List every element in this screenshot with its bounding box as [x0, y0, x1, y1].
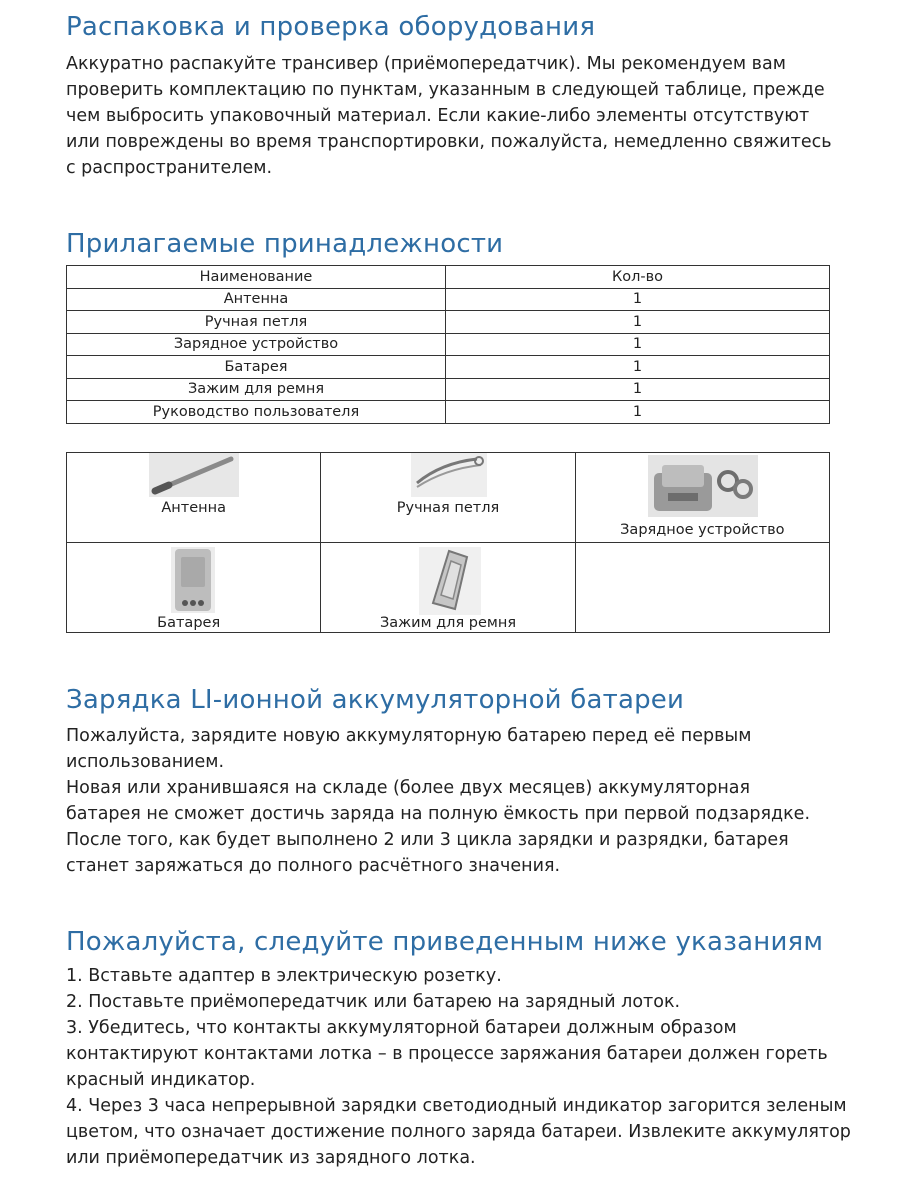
table-row	[67, 333, 830, 356]
list-item: 1. Вставьте адаптер в электрическую розетку.	[66, 966, 502, 986]
item-qty: 1	[446, 356, 830, 379]
item-qty: 1	[446, 333, 830, 356]
charging-paragraph	[66, 723, 826, 879]
table-row	[67, 401, 830, 424]
section-title-accessories: Прилагаемые принадлежности	[66, 229, 504, 259]
table-header-row	[67, 266, 830, 289]
table-row	[67, 378, 830, 401]
picture-caption: Батарея	[157, 615, 221, 631]
section-title-instructions: Пожалуйста, следуйте приведенным ниже указаниям	[66, 927, 824, 957]
item-name: Зажим для ремня	[67, 378, 446, 401]
picture-caption: Зажим для ремня	[379, 615, 517, 631]
item-qty: 1	[446, 378, 830, 401]
table-row	[67, 288, 830, 311]
item-name: Антенна	[67, 288, 446, 311]
picture-caption: Ручная петля	[396, 500, 500, 516]
table-row	[67, 311, 830, 334]
accessories-table	[66, 265, 830, 424]
item-qty: 1	[446, 401, 830, 424]
section-title-unpacking: Распаковка и проверка оборудования	[66, 12, 596, 42]
instruction-steps	[66, 963, 856, 1171]
item-name: Зарядное устройство	[67, 333, 446, 356]
item-name: Руководство пользователя	[67, 401, 446, 424]
picture-cell-antenna	[67, 453, 321, 543]
list-item: 3. Убедитесь, что контакты аккумуляторной батареи должным образом контактируют контактами лотка – в процессе заряжания батареи должен гореть красный индикатор.	[66, 1018, 828, 1090]
item-qty: 1	[446, 288, 830, 311]
picture-caption: Антенна	[161, 500, 226, 516]
section-title-charging: Зарядка LI-ионной аккумуляторной батареи	[66, 685, 685, 715]
antenna-icon	[149, 453, 239, 497]
charging-text-1: Пожалуйста, зарядите новую аккумуляторную батарею перед её первым использованием.	[66, 726, 752, 772]
picture-caption: Зарядное устройство	[620, 522, 785, 538]
list-item: 4. Через 3 часа непрерывной зарядки светодиодный индикатор загорится зеленым цветом, что означает достижение полного заряда батареи. Извлеките аккумулятор или приёмопередатчик из зарядного лотка.	[66, 1096, 851, 1168]
picture-cell-battery	[67, 543, 321, 633]
picture-cell-hand-strap	[321, 453, 575, 543]
battery-icon	[171, 547, 215, 613]
unpacking-text: Аккуратно распакуйте трансивер (приёмопередатчик). Мы рекомендуем вам проверить комплектацию по пунктам, указанным в следующей таблице, прежде чем выбросить упаковочный материал. Если какие-либо элементы отсутствуют или повреждены во время транспортировки, пожалуйста, немедленно свяжитесь с распространителем.	[66, 54, 832, 178]
picture-cell-empty	[575, 543, 829, 633]
header-qty: Кол-во	[446, 266, 830, 289]
table-row	[67, 356, 830, 379]
belt-clip-icon	[419, 547, 481, 615]
list-item: 2. Поставьте приёмопередатчик или батарею на зарядный лоток.	[66, 992, 681, 1012]
hand-strap-icon	[411, 453, 487, 497]
item-name: Ручная петля	[67, 311, 446, 334]
picture-cell-charger	[575, 453, 829, 543]
charger-icon	[648, 455, 758, 517]
item-name: Батарея	[67, 356, 446, 379]
unpacking-paragraph	[66, 51, 846, 181]
picture-cell-belt-clip	[321, 543, 575, 633]
item-qty: 1	[446, 311, 830, 334]
header-name: Наименование	[67, 266, 446, 289]
accessories-pictures-table	[66, 452, 830, 633]
charging-text-2: Новая или хранившаяся на складе (более двух месяцев) аккумуляторная батарея не сможет достичь заряда на полную ёмкость при первой подзарядке. После того, как будет выполнено 2 или 3 цикла зарядки и разрядки, батарея станет заряжаться до полного расчётного значения.	[66, 778, 811, 876]
